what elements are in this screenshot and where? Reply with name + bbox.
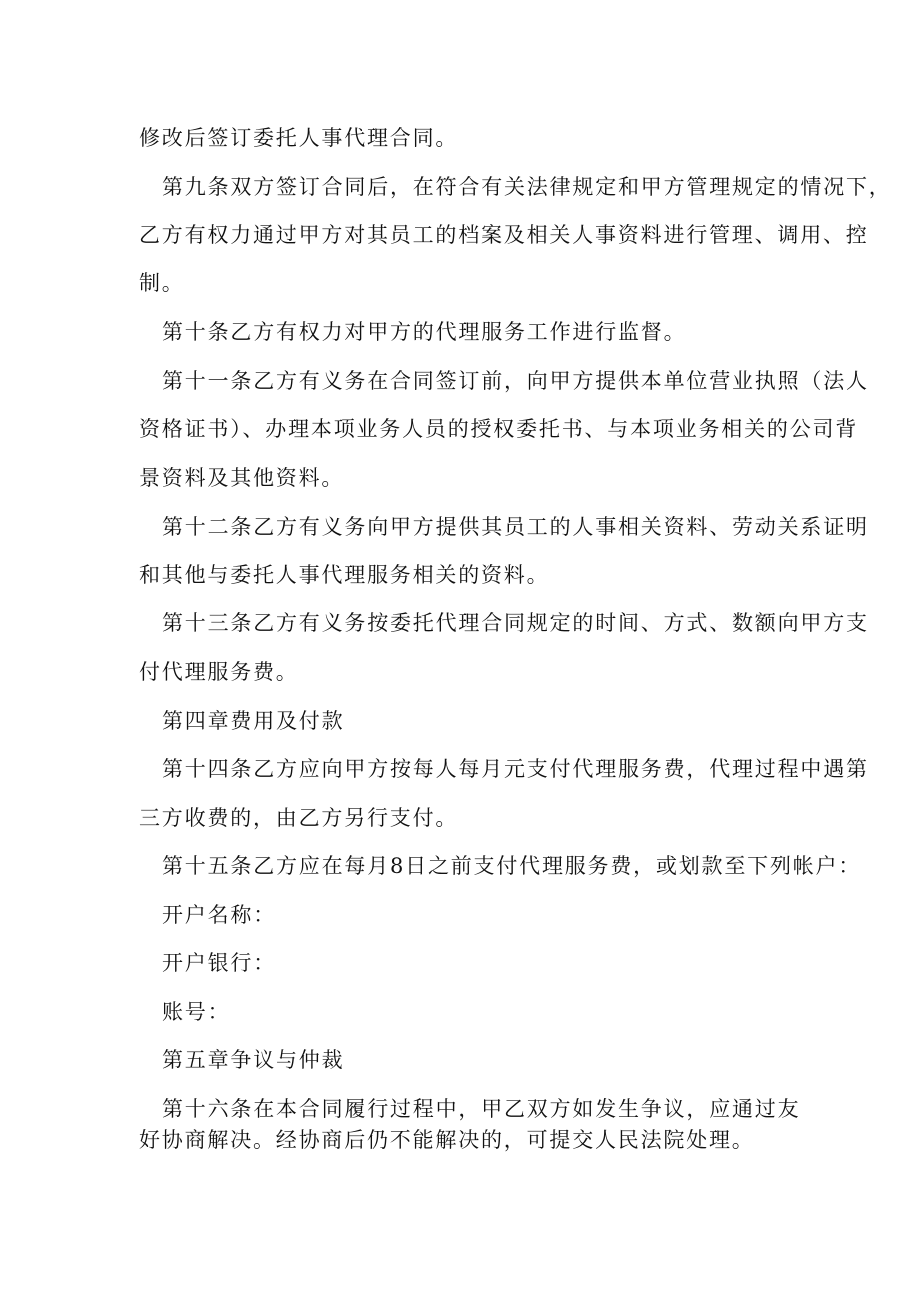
article-9-line-1: 第九条双方签订合同后，在符合有关法律规定和甲方管理规定的情况下， [162,175,892,199]
chapter-4-heading: 第四章费用及付款 [162,709,345,733]
article-9-line-3: 制。 [139,271,185,295]
article-16-line-1: 第十六条在本合同履行过程中，甲乙双方如发生争议，应通过友 [162,1097,801,1121]
account-name-label: 开户名称： [162,903,276,927]
article-13-line-1: 第十三条乙方有义务按委托代理合同规定的时间、方式、数额向甲方支 [162,611,869,635]
text-line: 修改后签订委托人事代理合同。 [139,126,459,150]
article-11-line-2: 资格证书）、办理本项业务人员的授权委托书、与本项业务相关的公司背 [139,417,859,441]
article-13-line-2: 付代理服务费。 [139,660,299,684]
article-11-line-3: 景资料及其他资料。 [139,466,345,490]
article-14-line-2: 三方收费的，由乙方另行支付。 [139,806,459,830]
article-9-line-2: 乙方有权力通过甲方对其员工的档案及相关人事资料进行管理、调用、控 [139,223,869,247]
article-10: 第十条乙方有权力对甲方的代理服务工作进行监督。 [162,320,687,344]
article-14-line-1: 第十四条乙方应向甲方按每人每月元支付代理服务费，代理过程中遇第 [162,757,869,781]
article-11-line-1: 第十一条乙方有义务在合同签订前，向甲方提供本单位营业执照（法人 [162,369,869,393]
chapter-5-heading: 第五章争议与仲裁 [162,1048,345,1072]
article-12-line-2: 和其他与委托人事代理服务相关的资料。 [139,563,550,587]
bank-label: 开户银行： [162,951,276,975]
article-16-line-2: 好协商解决。经协商后仍不能解决的，可提交人民法院处理。 [139,1128,755,1152]
article-15: 第十五条乙方应在每月8日之前支付代理服务费，或划款至下列帐户： [162,854,862,878]
account-number-label: 账号： [162,1000,231,1024]
article-12-line-1: 第十二条乙方有义务向甲方提供其员工的人事相关资料、劳动关系证明 [162,515,869,539]
